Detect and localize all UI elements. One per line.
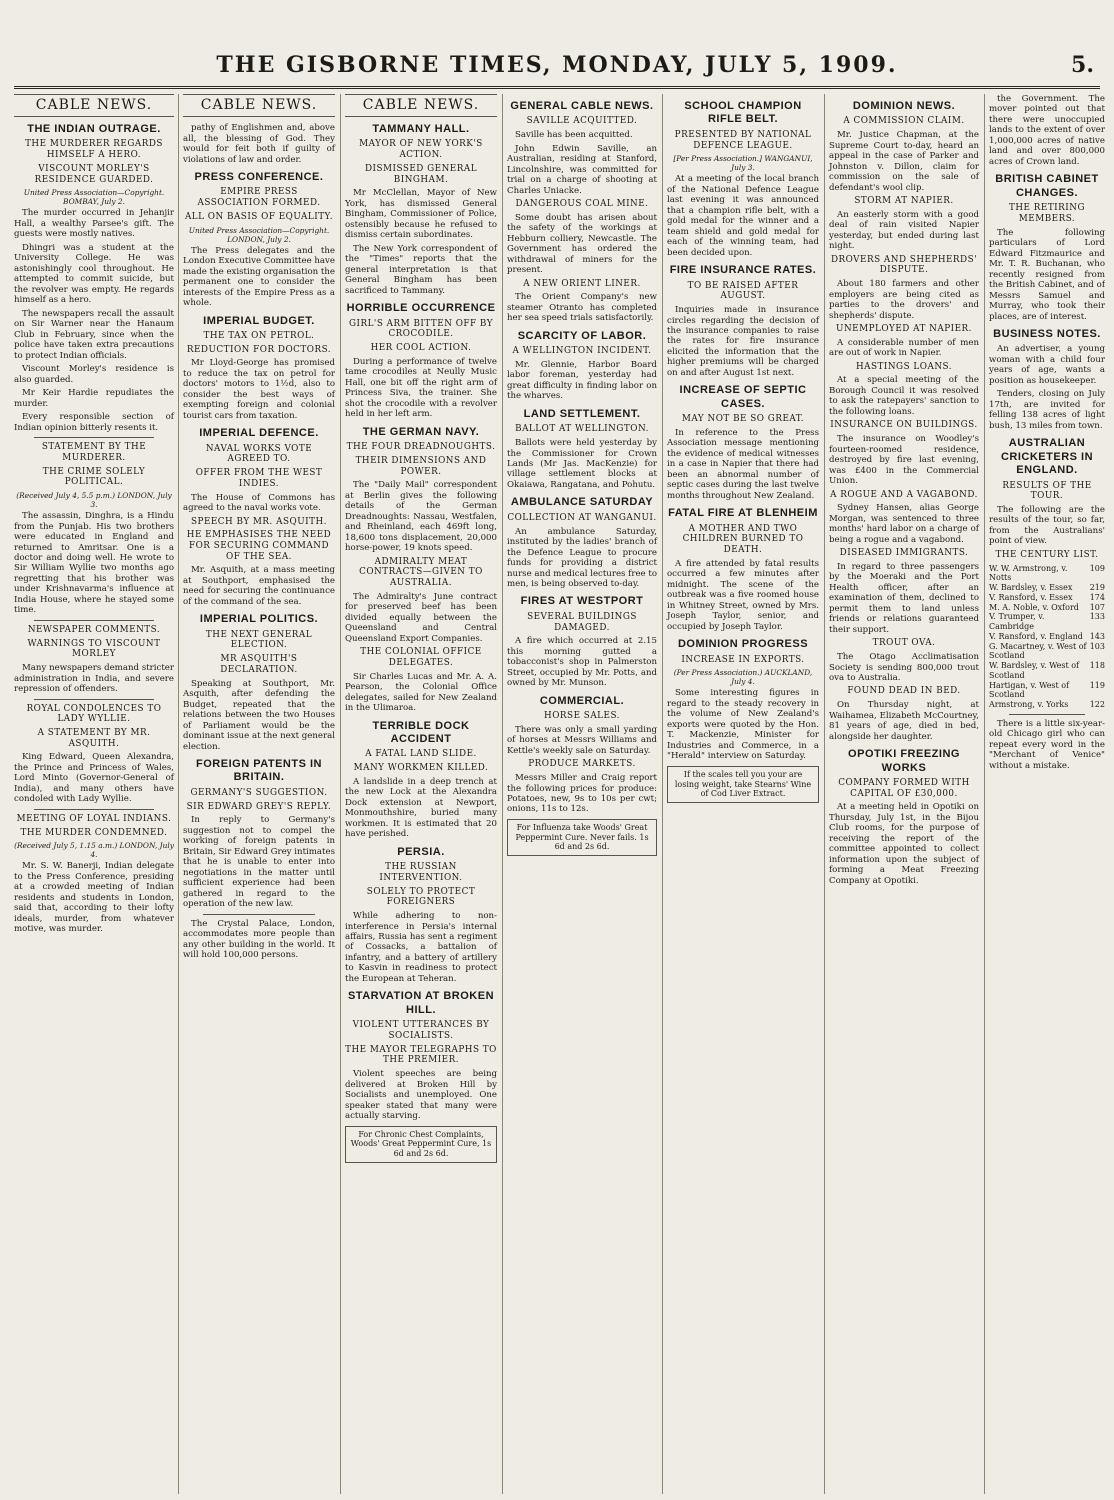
paragraph: Dhingri was a student at the University College. He was astonishingly cool throughout. He attempted to commit suicide, but the revolver was empty. He regards himself as a hero. [14,242,174,306]
headline: COMMERCIAL. [539,694,625,707]
paragraph: Tenders, closing on July 17th, are invited for felling 138 acres of light bush, 13 miles from town. [989,389,1105,431]
paragraph: At a meeting of the local branch of the National Defence League last evening it was announced that a champion rifle belt, with a gold medal for the winner and a team shield and gold medal for each of the winning team, had been decided upon. [667,174,819,258]
subheadline: DROVERS AND SHEPHERDS' DISPUTE. [830,254,978,276]
column-3 [340,94,501,1494]
subheadline: GIRL'S ARM BITTEN OFF BY CROCODILE. [348,318,494,340]
subheadline: THE FOUR DREADNOUGHTS. [346,442,496,453]
column-6 [824,94,983,1494]
subheadline: THE RUSSIAN INTERVENTION. [379,862,463,883]
subheadline: THEIR DIMENSIONS AND POWER. [355,455,487,477]
paragraph: The insurance on Woodley's fourteen-roomed residence, destroyed by fire last evening, was £400 in the Commercial Union. [829,434,979,487]
subheadline: HER COOL ACTION. [370,343,472,354]
subheadline: BALLOT AT WELLINGTON. [515,424,649,435]
headline: BRITISH CABINET CHANGES. [995,173,1099,199]
paragraph: Speaking at Southport, Mr. Asquith, after defending the Budget, repeated that the relations between the two Houses of Parliament would be the dominant issue at the next general election. [183,678,335,752]
subheadline: A FATAL LAND SLIDE. [365,749,477,760]
paragraph: Inquiries made in insurance circles regarding the decision of the insurance companies to raise the rates for fire insurance elicited the information that the higher premiums will be charged on and after August 1st next. [667,305,819,378]
headline: TERRIBLE DOCK ACCIDENT [372,719,470,745]
list-item: G. Macartney, v. West of Scotland 103 [989,641,1105,661]
subheadline: FOUND DEAD IN BED. [847,686,961,697]
paragraph: There is a little six-year-old Chicago girl who can repeat every word in the "Merchant of Venice" without a mistake. [989,718,1105,771]
headline: SCARCITY OF LABOR. [517,329,647,342]
paragraph: Sir Charles Lucas and Mr. A. A. Pearson, the Colonial Office delegates, sailed for New Zealand in the Ulimaroa. [345,671,497,714]
paragraph: A landslide in a deep trench at the new Lock at the Alexandra Dock extension at Newport, Monmouthshire, buried many workmen. It is estimated that 20 have perished. [345,776,497,840]
subheadline: RESULTS OF THE TOUR. [1002,480,1092,502]
paragraph: John Edwin Saville, an Australian, residing at Stanford, Lincolnshire, was committed for trial on a charge of shooting at Charles Uniacke. [507,143,657,196]
subheadline: ALL ON BASIS OF EQUALITY. [184,211,334,222]
subheadline: THE TAX ON PETROL. [203,330,315,341]
column-5 [662,94,823,1494]
paragraph: The Orient Company's new steamer Otranto has completed her sea speed trials satisfactorily. [507,292,657,324]
headline: HORRIBLE OCCURRENCE [346,302,496,315]
list-item: W. Bardsley, v. Essex 219 [989,583,1105,593]
headline: AMBULANCE SATURDAY [510,496,654,509]
dateline: [Per Press Association.] WANGANUI, July 3. [673,154,813,173]
paragraph: Some interesting figures in regard to the steady recovery in the volume of New Zealand's exports were quoted by the Hon. T. Mackenzie, Minister for Industries and Commerce, in a "Herald" interview on Saturday. [667,688,819,762]
subheadline: VIOLENT UTTERANCES BY SOCIALISTS. [352,1020,490,1041]
paragraph: During a performance of twelve tame crocodiles at Neully Music Hall, one bit off the right arm of Princess Siva, the trainer. She shot the crocodile with a revolver held in her left arm. [345,356,497,420]
paragraph: The Crystal Palace, London, accommodates more people than any other building in the world. It will hold 100,000 persons. [183,918,335,961]
divider [34,699,154,700]
subheadline: MAYOR OF NEW YORK'S ACTION. [359,139,483,161]
paragraph: The newspapers recall the assault on Sir Warner near the Hanaum Club in February, since when the police have taken extra precautions to protect Indian officials. [14,308,174,361]
paragraph: Some doubt has arisen about the safety of the workings at Hebburn colliery, Newcastle. The Government has ordered the withdrawal of miners for the present. [507,212,657,276]
paragraph: Mr. Glennie, Harbor Board labor foreman, yesterday had great difficulty in finding labor on the wharves. [507,359,657,402]
paragraph: About 180 farmers and other employers are being cited as parties to the drovers' and shepherds' dispute. [829,279,979,321]
paragraph: Viscount Morley's residence is also guarded. [14,364,174,385]
headline: PRESS CONFERENCE. [194,171,324,184]
article-columns [14,94,1105,1494]
paragraph: Mr Keir Hardie repudiates the murder. [14,388,174,409]
subheadline: THE RETIRING MEMBERS. [1009,203,1085,224]
divider [34,437,154,438]
subheadline: MAY NOT BE SO GREAT. [681,414,805,425]
dateline: United Press Association—Copyright. BOMBAY, July 2. [23,188,165,207]
subheadline: WARNINGS TO VISCOUNT MORLEY [27,638,161,660]
subheadline: THE CRIME SOLELY POLITICAL. [42,466,146,488]
headline: FIRE INSURANCE RATES. [669,264,817,277]
paragraph: Messrs Miller and Craig report the following prices for produce: Potatoes, new, 9s to 10s per cwt; onions, 11s to 12s. [507,773,657,815]
subheadline: DISEASED IMMIGRANTS. [839,548,969,559]
subheadline: INSURANCE ON BUILDINGS. [830,420,978,431]
headline: FIRES AT WESTPORT [520,595,644,608]
list-item: Armstrong, v. Yorks 122 [989,700,1105,710]
headline: DOMINION PROGRESS [677,638,809,651]
list-item: V. Ransford, v. Essex 174 [989,592,1105,602]
subheadline: SPEECH BY MR. ASQUITH. [191,516,327,527]
divider [34,620,154,621]
subheadline: A COMMISSION CLAIM. [843,116,965,127]
subheadline: HORSE SALES. [544,711,620,722]
headline: THE INDIAN OUTRAGE. [27,123,161,136]
paragraph: Many newspapers demand stricter administration in India, and severe repression of offenders. [14,663,174,695]
subheadline: HASTINGS LOANS. [855,361,953,372]
dateline: United Press Association—Copyright. LONDON, July 2. [188,225,330,244]
headline: PERSIA. [397,845,445,858]
paragraph: The Otago Acclimatisation Society is sending 800,000 trout ova to Australia. [829,652,979,683]
subheadline: REDUCTION FOR DOCTORS. [186,344,332,355]
subheadline: HE EMPHASISES THE NEED FOR SECURING COMMAND OF THE SEA. [186,530,332,562]
list-item: V. Ransford, v. England 143 [989,631,1105,641]
subheadline: UNEMPLOYED AT NAPIER. [836,324,972,335]
subheadline: ROYAL CONDOLENCES TO LADY WYLLIE. [26,703,162,725]
advertisement: For Influenza take Woods' Great Peppermint Cure. Never fails. 1s 6d and 2s 6d. [507,819,657,856]
column-4 [502,94,661,1494]
subheadline: OFFER FROM THE WEST INDIES. [195,468,323,489]
century-list [989,564,1105,710]
section-banner: CABLE NEWS. [345,94,497,117]
headline: IMPERIAL DEFENCE. [199,427,319,440]
paragraph: Ballots were held yesterday by the Commissioner for Crown Lands (Mr Jas. MacKenzie) for village settlement blocks at Okaiawa, Rangatana, and Pohutu. [507,438,657,490]
paragraph: A considerable number of men are out of work in Napier. [829,337,979,359]
paragraph: In reply to Germany's suggestion not to compel the working of foreign patents in Britain, Sir Edward Grey intimates that he is unable to enter into negotiations in the matter until sufficient experience had been gathered in regard to the operation of the new law. [183,815,335,910]
subheadline: A NEW ORIENT LINER. [523,278,641,289]
paragraph: On Thursday night, at Waihamea, Elizabeth McCourtney, 81 years of age, died in bed, alongside her daughter. [829,700,979,742]
paragraph: Saville has been acquitted. [515,130,633,141]
paragraph: The "Daily Mail" correspondent at Berlin gives the following details of the German Dreadnoughts: Nassau, Westfalen, and Rheinland, each 469ft long, 18,600 tons displacement, 20,000 horse-power, 19 knots speed. [345,480,497,554]
paragraph: The assassin, Dinghra, is a Hindu from the Punjab. His two brothers were educated in England and returned to Amritsar. One is a doctor and doing well. He wrote to Sir William Wyllie two months ago regretting that his brother was under Krishnavarma's influence at India House, where he stayed some time. [14,511,174,616]
section-banner: CABLE NEWS. [14,94,174,117]
headline: TAMMANY HALL. [372,123,470,136]
paragraph: Mr. S. W. Banerji, Indian delegate to the Press Conference, presiding at a crowded meeting of Indian residents and students in London, said that, according to their lofty ideals, murder, from whatever motive, was murder. [14,861,174,935]
subheadline: A STATEMENT BY MR. ASQUITH. [37,727,151,749]
advertisement: For Chronic Chest Complaints, Woods' Great Peppermint Cure, 1s 6d and 2s 6d. [345,1126,497,1163]
subheadline: ADMIRALTY MEAT CONTRACTS—GIVEN TO AUSTRALIA. [359,556,483,589]
subheadline: A WELLINGTON INCIDENT. [512,346,652,357]
divider [1009,714,1085,715]
subheadline: THE MAYOR TELEGRAPHS TO THE PREMIER. [345,1044,497,1066]
subheadline: SIR EDWARD GREY'S REPLY. [186,801,332,812]
paragraph: Mr McClellan, Mayor of New York, has dismissed General Bingham, Commissioner of Police, ostensibly because he refused to dismiss certain subordinates. [345,188,497,241]
subheadline: SOLELY TO PROTECT FOREIGNERS [366,886,476,908]
list-item: Hartigan, v. West of Scotland 119 [989,680,1105,700]
section-banner: CABLE NEWS. [183,94,335,117]
subheadline: STATEMENT BY THE MURDERER. [41,442,147,463]
headline: BUSINESS NOTES. [993,328,1101,340]
paragraph: Sydney Hansen, alias George Morgan, was sentenced to three months' hard labor on a charge of being a rogue and a vagabond. [829,503,979,545]
subheadline: PRODUCE MARKETS. [528,759,636,770]
subheadline: NAVAL WORKS VOTE AGREED TO. [205,443,313,465]
paragraph: pathy of Englishmen and, above all, the blessing of God. They would for feit both if guilty of violations of law and order. [183,123,335,165]
subheadline: NEWSPAPER COMMENTS. [27,624,161,635]
column-2 [178,94,339,1494]
subheadline: GERMANY'S SUGGESTION. [190,787,328,798]
subheadline: SEVERAL BUILDINGS DAMAGED. [527,611,637,633]
subheadline: COMPANY FORMED WITH CAPITAL OF £30,000. [838,777,970,799]
subheadline: DISMISSED GENERAL BINGHAM. [364,163,478,185]
subheadline: A ROGUE AND A VAGABOND. [830,489,978,500]
paragraph: At a meeting held in Opotiki on Thursday, July 1st, in the Bijou Club rooms, for the purpose of receiving the report of the committee appointed to collect information upon the subject of forming a Meat Freezing Company at Opotiki. [829,802,979,886]
paragraph: In regard to three passengers by the Moeraki and the Port Health officer, after an examination of them, declined to permit them to land unless friends or relations guaranteed their support. [829,561,979,635]
subheadline: VISCOUNT MORLEY'S RESIDENCE GUARDED. [34,163,154,185]
paragraph: Mr. Justice Chapman, at the Supreme Court to-day, heard an appeal in the case of Parker and Johnston v. Dillon, claim for commission on the sale of defendant's wool clip. [829,130,979,193]
subheadline: EMPIRE PRESS ASSOCIATION FORMED. [197,187,321,209]
headline: DOMINION NEWS. [852,100,956,112]
headline: AUSTRALIAN CRICKETERS IN ENGLAND. [1000,437,1094,477]
paragraph: There was only a small yarding of horses at Messrs Williams and Kettle's weekly sale on Saturday. [507,724,657,756]
list-item: W. Bardsley, v. West of Scotland 118 [989,661,1105,680]
subheadline: THE COLONIAL OFFICE DELEGATES. [360,647,482,668]
page-number: 5. [1071,52,1094,78]
newspaper-title: THE GISBORNE TIMES, MONDAY, JULY 5, 1909. [216,52,898,78]
paragraph: A fire attended by fatal results occurred a few minutes after midnight. The scene of the outbreak was a five roomed house in Whitney Street, owned by Mrs. Joseph Taylor, senior, and occupied by Joseph Taylor. [667,558,819,632]
headline: SCHOOL CHAMPION RIFLE BELT. [684,100,802,126]
paragraph: An ambulance Saturday, instituted by the ladies' branch of the Defence League to procure funds for providing a district nurse and medical lectures free to men, is being observed to-day. [507,526,657,589]
subheadline: TROUT OVA. [872,638,936,649]
paragraph: While adhering to non-interference in Persia's internal affairs, Russia has sent a regiment of Cossacks, a battalion of infantry, and a battery of artillery to Kasvin in readiness to protect the European at Teheran. [345,911,497,984]
divider [203,914,315,915]
masthead [14,46,1100,89]
subheadline: TO BE RAISED AFTER AUGUST. [687,280,799,302]
column-7 [984,94,1105,1494]
paragraph: Mr. Asquith, at a mass meeting at Southport, emphasised the need for securing the continuance of the command of the sea. [183,565,335,607]
paragraph: The House of Commons has agreed to the naval works vote. [183,492,335,514]
paragraph: The following are the results of the tour, so far, from the Australians' point of view. [989,504,1105,547]
subheadline: DANGEROUS COAL MINE. [515,199,649,210]
paragraph: An advertiser, a young woman with a child four years of age, wants a position as housekeeper. [989,344,1105,386]
subheadline: THE MURDER CONDEMNED. [20,827,168,838]
paragraph: The murder occurred in Jehanjir Hall, a wealthy Parsee's gift. The guests were mostly natives. [14,208,174,240]
subheadline: INCREASE IN EXPORTS. [681,654,805,665]
subheadline: THE MURDERER REGARDS HIMSELF A HERO. [25,139,163,161]
headline: LAND SETTLEMENT. [523,407,641,420]
subheadline: COLLECTION AT WANGANUI. [507,512,657,523]
subheadline: THE NEXT GENERAL ELECTION. [205,629,313,651]
subheadline: STORM AT NAPIER. [854,196,954,207]
paragraph: King Edward, Queen Alexandra, the Prince and Princess of Wales, Lord Minto (Governor-General of India), and many others have condoled with Lady Wyllie. [14,752,174,805]
list-item: W. W. Armstrong, v. Notts 109 [989,563,1105,583]
subheadline: MANY WORKMEN KILLED. [353,763,489,774]
subheadline: MR ASQUITH'S DECLARATION. [220,654,298,675]
subheadline: A MOTHER AND TWO CHILDREN BURNED TO DEATH. [682,523,804,556]
headline: INCREASE OF SEPTIC CASES. [679,384,807,410]
advertisement: If the scales tell you your are losing weight, take Stearns' Wine of Cod Liver Extract. [667,766,819,803]
subheadline: THE CENTURY LIST. [995,549,1099,560]
headline: FOREIGN PATENTS IN BRITAIN. [196,758,322,784]
dateline: (Received July 5, 1.15 a.m.) LONDON, July 4. [14,841,174,860]
paragraph: Mr Lloyd-George has promised to reduce the tax on petrol for doctors' motors to 1½d, also to consider the best ways of exempting foreign and colonial tourist cars from taxation. [183,358,335,421]
paragraph: The following particulars of Lord Edward Fitzmaurice and Mr. T. R. Buchanan, who recently resigned from the British Cabinet, and of Messrs Samuel and Murray, who took their places, are of interest. [989,227,1105,322]
divider [34,809,154,810]
list-item: M. A. Noble, v. Oxford 107 [989,602,1105,612]
subheadline: SAVILLE ACQUITTED. [526,116,638,127]
headline: FATAL FIRE AT BLENHEIM [668,507,818,520]
paragraph: In reference to the Press Association message mentioning the evidence of medical witnesses in a case in Napier that there had been an abnormal number of septic cases during the last twelve months throughout New Zealand. [667,427,819,501]
list-item: V. Trumper, v. Cambridge 133 [989,612,1105,632]
paragraph: Violent speeches are being delivered at Broken Hill by Socialists and unemployed. One speaker stated that many were actually starving. [345,1069,497,1122]
paragraph: At a special meeting of the Borough Council it was resolved to ask the ratepayers' sanction to the following loans. [829,375,979,417]
paragraph: Every responsible section of Indian opinion bitterly resents it. [14,412,174,433]
paragraph: The Press delegates and the London Executive Committee have made the existing organisation the permanent one to consider the interests of the Empire Press as a whole. [183,245,335,309]
headline: IMPERIAL POLITICS. [199,613,319,626]
subheadline: MEETING OF LOYAL INDIANS. [16,813,172,824]
headline: OPOTIKI FREEZING WORKS [848,748,960,774]
paragraph: the Government. The mover pointed out that there were unoccupied lands to the extent of over 1,000,000 acres of native land and over 800,000 acres of Crown land. [989,94,1105,167]
column-1 [14,94,178,1494]
headline: THE GERMAN NAVY. [362,425,480,438]
paragraph: An easterly storm with a good deal of rain visited Napier yesterday, but ended during last night. [829,209,979,252]
paragraph: A fire which occurred at 2.15 this morning gutted a tobacconist's shop in Palmerston Street, occupied by Mr. Potts, and owned by Mr. Munson. [507,636,657,689]
headline: IMPERIAL BUDGET. [203,314,315,327]
headline: GENERAL CABLE NEWS. [510,100,654,112]
paragraph: The New York correspondent of the "Times" reports that the general interpretation is that General Bingham has been sacrificed to Tammany. [345,243,497,296]
subheadline: PRESENTED BY NATIONAL DEFENCE LEAGUE. [674,129,812,151]
headline: STARVATION AT BROKEN HILL. [347,990,495,1016]
dateline: (Per Press Association.) AUCKLAND, July 4. [673,668,813,687]
paragraph: The Admiralty's June contract for preserved beef has been divided equally between the Queensland and Central Queensland Export Companies. [345,591,497,644]
dateline: (Received July 4, 5.5 p.m.) LONDON, July 3. [16,490,172,510]
